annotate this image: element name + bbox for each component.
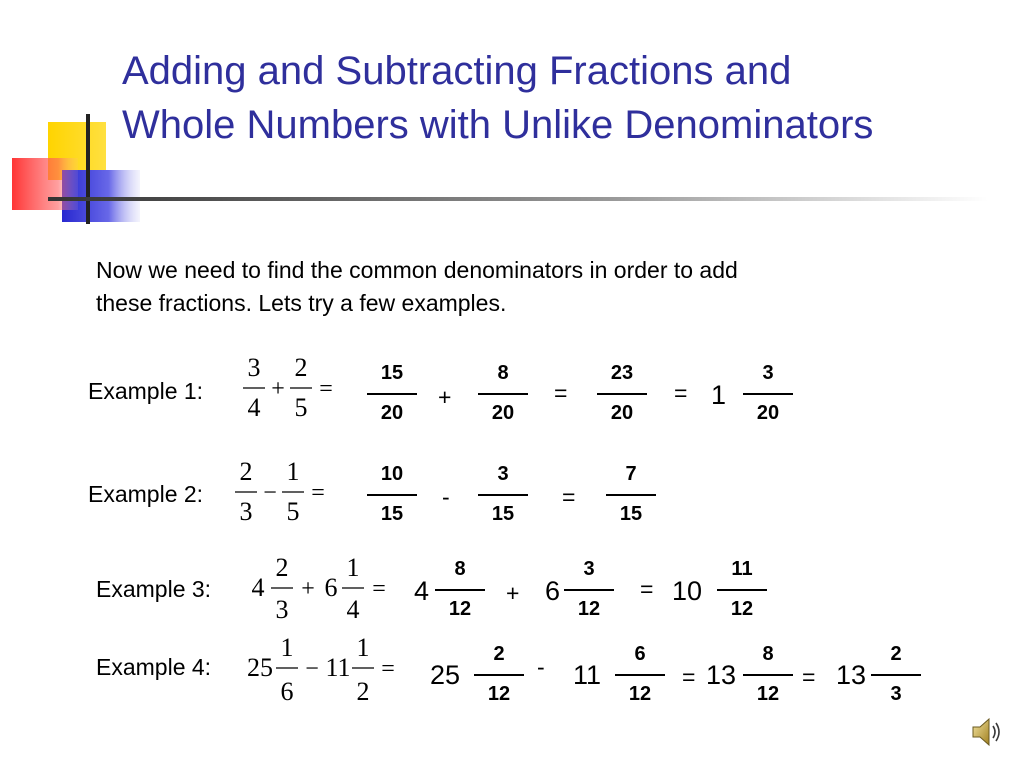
ex4-fraction-c: 8 12 bbox=[736, 642, 800, 706]
ex3-fraction-a: 8 12 bbox=[428, 557, 492, 621]
expr-equals: = bbox=[372, 576, 386, 602]
intro-line-2: these fractions. Lets try a few examples. bbox=[96, 290, 507, 316]
ex1-fraction-result: 3 20 bbox=[736, 361, 800, 425]
ex1-plus: + bbox=[438, 384, 452, 410]
expr-denominator: 5 bbox=[286, 497, 300, 526]
ex3-fraction-b: 3 12 bbox=[557, 557, 621, 621]
expr-denominator: 4 bbox=[247, 393, 261, 422]
ex4-whole-1: 25 bbox=[430, 660, 461, 690]
speaker-icon[interactable] bbox=[970, 714, 1004, 750]
ex3-fraction-result: 11 12 bbox=[710, 557, 774, 621]
ex1-equals-1: = bbox=[554, 380, 568, 406]
ex2-fraction-b: 3 15 bbox=[471, 462, 535, 526]
expr-equals: = bbox=[381, 656, 395, 682]
ex2-equals: = bbox=[562, 484, 576, 510]
expr-denominator: 6 bbox=[280, 677, 294, 706]
expr-denominator: 4 bbox=[346, 595, 360, 624]
ex1-fraction-a: 15 20 bbox=[360, 361, 424, 425]
intro-line-1: Now we need to find the common denominators in order to add bbox=[96, 257, 738, 283]
example-1-label: Example 1: bbox=[88, 378, 204, 404]
title-underline bbox=[48, 197, 988, 201]
expr-denominator: 5 bbox=[294, 393, 308, 422]
ex4-equals-2: = bbox=[802, 664, 816, 690]
ex2-fraction-a: 10 15 bbox=[360, 462, 424, 526]
example-4-label: Example 4: bbox=[96, 654, 212, 680]
example-3-label: Example 3: bbox=[96, 576, 212, 602]
vertical-rule bbox=[86, 114, 90, 224]
expr-numerator: 2 bbox=[275, 553, 289, 582]
example-3-expression bbox=[244, 548, 394, 630]
example-2-expression bbox=[228, 452, 338, 532]
expr-operator: + bbox=[301, 576, 315, 602]
expr-numerator: 1 bbox=[346, 553, 360, 582]
expr-equals: = bbox=[319, 376, 333, 402]
expr-denominator: 3 bbox=[275, 595, 289, 624]
ex3-plus: + bbox=[506, 580, 520, 606]
slide-title bbox=[122, 44, 1002, 152]
expr-equals: = bbox=[311, 480, 325, 506]
expr-whole: 6 bbox=[324, 573, 338, 602]
expr-whole: 11 bbox=[325, 653, 351, 682]
ex4-whole-2: 11 bbox=[573, 660, 602, 690]
expr-operator: − bbox=[305, 656, 319, 682]
ex2-minus: - bbox=[442, 484, 450, 510]
ex1-fraction-b: 8 20 bbox=[471, 361, 535, 425]
ex3-equals: = bbox=[640, 576, 654, 602]
expr-numerator: 1 bbox=[356, 633, 370, 662]
expr-numerator: 2 bbox=[239, 457, 253, 486]
expr-denominator: 2 bbox=[356, 677, 370, 706]
ex4-whole-3: 13 bbox=[706, 660, 737, 690]
ex2-fraction-result: 7 15 bbox=[599, 462, 663, 526]
ex4-equals-1: = bbox=[682, 664, 696, 690]
expr-numerator: 1 bbox=[280, 633, 294, 662]
example-2-label: Example 2: bbox=[88, 481, 204, 507]
ex3-whole-3: 10 bbox=[672, 576, 703, 606]
title-line-2: Whole Numbers with Unlike Denominators bbox=[122, 103, 874, 147]
expr-operator: + bbox=[271, 376, 285, 402]
expr-numerator: 3 bbox=[247, 353, 261, 382]
intro-text bbox=[96, 254, 926, 320]
ex3-whole-2: 6 bbox=[545, 576, 561, 606]
expr-whole: 4 bbox=[251, 573, 265, 602]
expr-operator: − bbox=[263, 480, 277, 506]
ex1-equals-2: = bbox=[674, 380, 688, 406]
ex3-whole-1: 4 bbox=[414, 576, 430, 606]
ex4-whole-4: 13 bbox=[836, 660, 867, 690]
ex1-fraction-c: 23 20 bbox=[590, 361, 654, 425]
ex4-fraction-result: 2 3 bbox=[864, 642, 928, 706]
expr-numerator: 2 bbox=[294, 353, 308, 382]
example-1-expression bbox=[236, 348, 346, 428]
ex4-minus: - bbox=[537, 654, 545, 680]
expr-whole: 25 bbox=[247, 653, 273, 682]
ex1-whole: 1 bbox=[711, 380, 727, 410]
example-4-expression bbox=[240, 628, 405, 712]
ex4-fraction-b: 6 12 bbox=[608, 642, 672, 706]
ex4-fraction-a: 2 12 bbox=[467, 642, 531, 706]
title-line-1: Adding and Subtracting Fractions and bbox=[122, 49, 792, 93]
red-square bbox=[12, 158, 78, 210]
expr-denominator: 3 bbox=[239, 497, 253, 526]
expr-numerator: 1 bbox=[286, 457, 300, 486]
